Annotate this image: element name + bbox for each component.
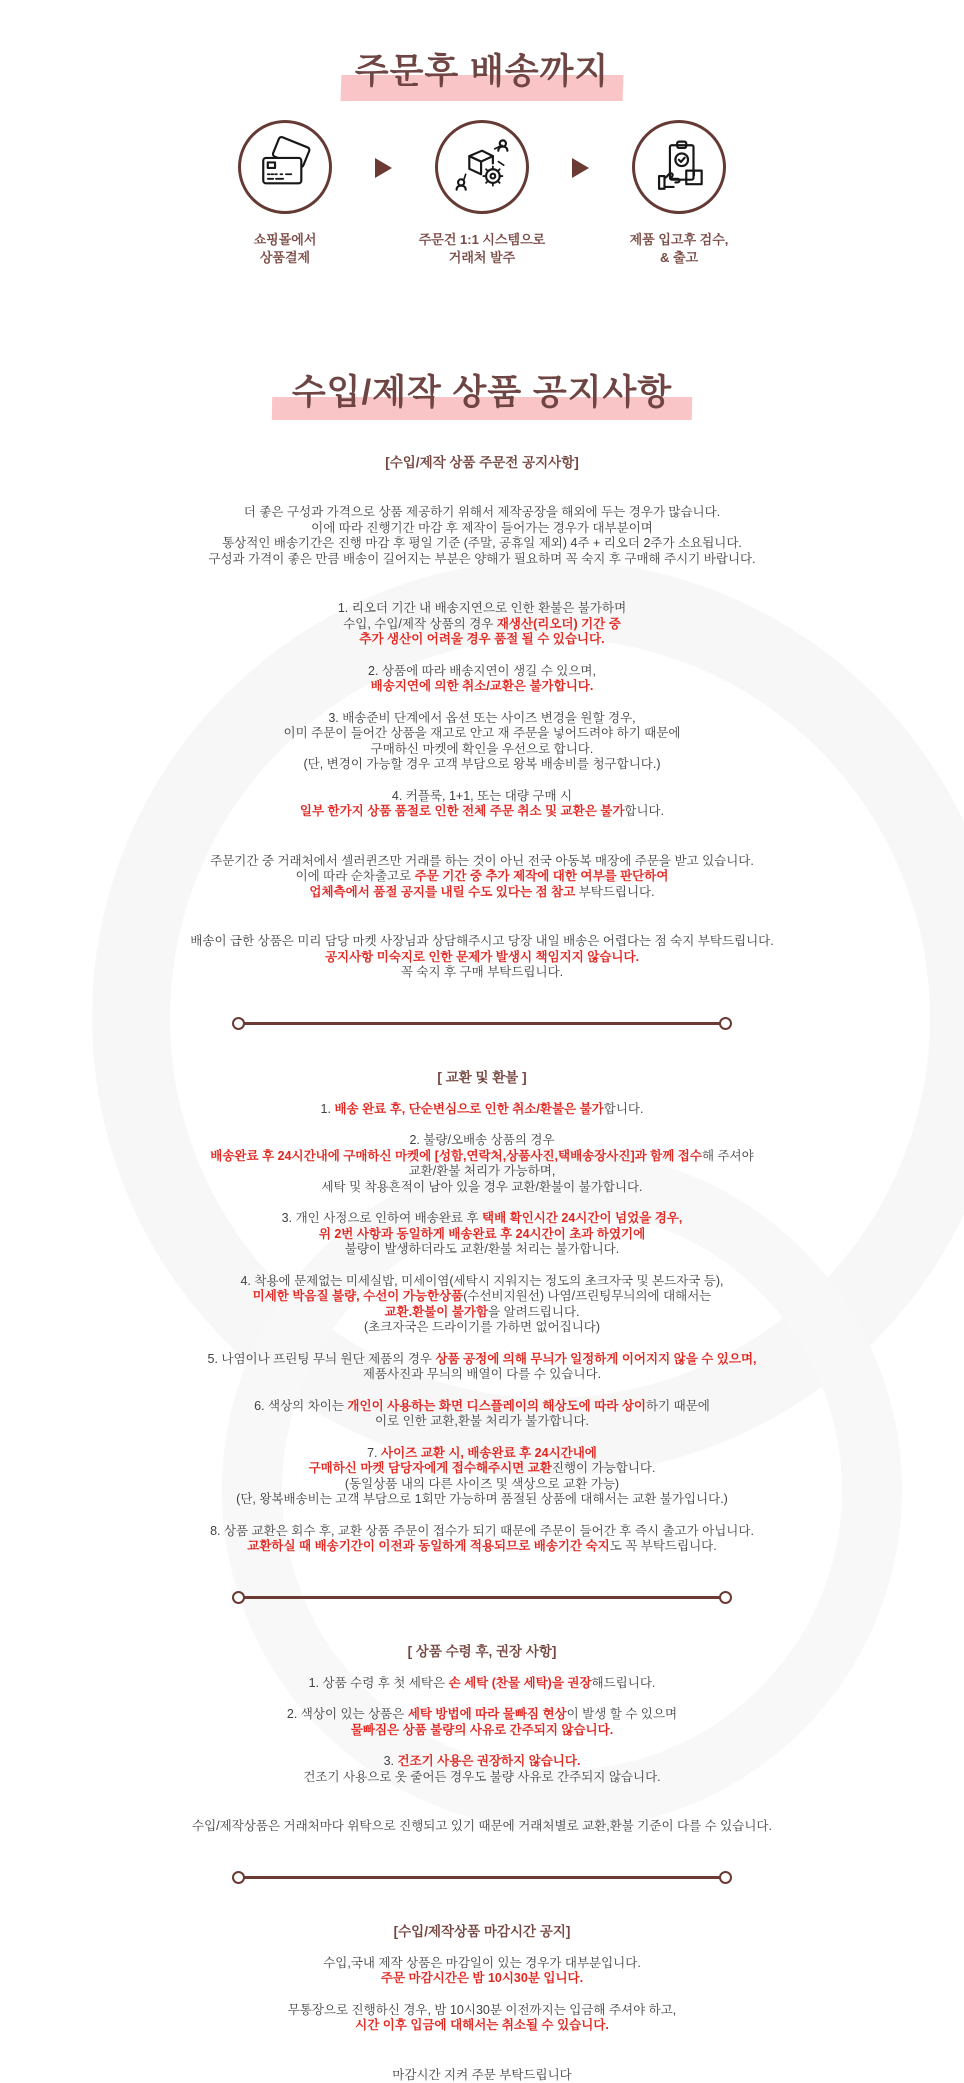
divider-line [244, 1022, 720, 1025]
notice-paragraph: 3. 배송준비 단계에서 옵션 또는 사이즈 변경을 원할 경우, 이미 주문이 들어간 상품을 재고로 안고 재 주문을 넣어드려야 하기 때문에 구매하신 마켓에 확인을 우선으로 합니다. (단, 변경이 가능할 경우 고객 부담으로 왕복 배송비를 청구합니다.) [283, 710, 681, 772]
exchange-refund-section [132, 1066, 832, 1555]
order-flow [132, 120, 832, 267]
notice-paragraph: 2. 불량/오배송 상품의 경우 배송완료 후 24시간내에 구매하신 마켓에 [성함,연락처,상품사진,택배송장사진]과 함께 접수해 주셔야 교환/환불 처리가 가능하며, 세탁 및 착용흔적이 남아 있을 경우 교환/환불이 불가합니다. [210, 1133, 754, 1194]
notice-paragraph: 8. 상품 교환은 회수 후, 교환 상품 주문이 접수가 되기 때문에 주문이 들어간 후 즉시 출고가 아닙니다. 교환하실 때 배송기간이 이전과 동일하게 적용되므로 배송기간 숙지도 꼭 부탁드립니다. [210, 1523, 754, 1554]
preorder-notice-section [132, 451, 832, 981]
deadline-notice-section [132, 1920, 832, 2083]
notice-paragraph: 수입,국내 제작 상품은 마감일이 있는 경우가 대부분입니다. 주문 마감시간은 밤 10시30분 입니다. [323, 1955, 641, 1986]
notice-paragraph: 주문기간 중 거래처에서 셀러퀸즈만 거래를 하는 것이 아닌 전국 아동복 매장에 주문을 받고 있습니다. 이에 따라 순차출고로 주문 기간 중 추가 제작에 대한 여부를 판단하여 업체측에서 품절 공지를 내릴 수도 있다는 점 참고 부탁드립니다. [210, 853, 754, 899]
exchange-refund-header: [ 교환 및 환불 ] [437, 1069, 527, 1085]
notice-paragraph: 6. 색상의 차이는 개인이 사용하는 화면 디스플레이의 해상도에 따라 상이하기 때문에 이로 인한 교환,환불 처리가 불가합니다. [254, 1398, 710, 1429]
preorder-notice-header: [수입/제작 상품 주문전 공지사항] [385, 455, 579, 471]
notice-paragraph: 수입/제작상품은 거래처마다 위탁으로 진행되고 있기 때문에 거래처별로 교환,환불 기준이 다를 수 있습니다. [192, 1819, 772, 1834]
inspection-shipping-icon [632, 120, 726, 214]
notice-paragraph: 4. 착용에 문제없는 미세실밥, 미세이염(세탁시 지워지는 정도의 초크자국 및 본드자국 등), 미세한 박음질 불량, 수선이 가능한상품(수선비지원선) 나염/프린팅무늬의에 대해서는 교환.환불이 불가함을 알려드립니다. (초크자국은 드라이기를 가하면 없어집니다) [240, 1273, 724, 1335]
flow-title [132, 0, 832, 94]
notice-paragraph: 배송이 급한 상품은 미리 담당 마켓 사장님과 상담해주시고 당장 내일 배송은 어렵다는 점 숙지 부탁드립니다. 공지사항 미숙지로 인한 문제가 발생시 책임지지 않습니다. 꼭 숙지 후 구매 부탁드립니다. [190, 934, 774, 980]
flow-step-label: 제품 입고후 검수, & 출고 [629, 232, 729, 266]
care-recommendation-header: [ 상품 수령 후, 권장 사항] [407, 1643, 557, 1659]
notice-paragraph: 2. 상품에 따라 배송지연이 생길 수 있으며, 배송지연에 의한 취소/교환은 불가합니다. [368, 663, 596, 694]
notice-paragraph: 4. 커플룩, 1+1, 또는 대량 구매 시 일부 한가지 상품 품절로 인한 전체 주문 취소 및 교환은 불가합니다. [299, 788, 665, 819]
divider-end-dot [719, 1591, 732, 1604]
section-divider [232, 1591, 732, 1604]
flow-step-order-system [392, 120, 572, 267]
flow-step-label: 쇼핑몰에서 상품결제 [253, 232, 317, 266]
divider-line [244, 1876, 720, 1879]
arrow-right-icon [572, 158, 589, 178]
divider-end-dot [719, 1871, 732, 1884]
deadline-notice-header: [수입/제작상품 마감시간 공지] [393, 1923, 571, 1939]
notice-title-text: 수입/제작 상품 공지사항 [292, 371, 672, 415]
preorder-paragraphs [132, 505, 832, 981]
notice-paragraph: 1. 리오더 기간 내 배송지연으로 인한 환불은 불가하며 수입, 수입/제작 상품의 경우 재생산(리오더) 기간 중 추가 생산이 어려울 경우 품절 될 수 있습니다. [337, 601, 627, 647]
product-notice-page [132, 0, 832, 2082]
credit-card-icon [238, 120, 332, 214]
notice-paragraph: 5. 나염이나 프린팅 무늬 원단 제품의 경우 상품 공정에 의해 무늬가 일정하게 이어지지 않을 수 있으며, 제품사진과 무늬의 배열이 다를 수 있습니다. [207, 1351, 757, 1382]
notice-paragraph: 1. 배송 완료 후, 단순변심으로 인한 취소/환불은 불가합니다. [320, 1101, 644, 1116]
notice-paragraph: 3. 개인 사정으로 인하여 배송완료 후 택배 확인시간 24시간이 넘었을 경우, 위 2번 사항과 동일하게 배송완료 후 24시간이 초과 하였기에 불량이 발생하더라도 교환/환불 처리는 불가합니다. [281, 1211, 683, 1257]
divider-line [244, 1596, 720, 1599]
notice-paragraph: 1. 상품 수령 후 첫 세탁은 손 세탁 (찬물 세탁)을 권장해드립니다. [308, 1675, 656, 1690]
notice-paragraph: 3. 건조기 사용은 권장하지 않습니다. 건조기 사용으로 옷 줄어든 경우도 불량 사유로 간주되지 않습니다. [303, 1754, 661, 1784]
divider-end-dot [719, 1017, 732, 1030]
flow-step-label: 주문건 1:1 시스템으로 거래처 발주 [418, 232, 546, 266]
arrow-right-icon [375, 158, 392, 178]
notice-paragraph: 7. 사이즈 교환 시, 배송완료 후 24시간내에 구매하신 마켓 담당자에게 접수해주시면 교환진행이 가능합니다. (동일상품 내의 다른 사이즈 및 색상으로 교환 가능) (단, 왕복배송비는 고객 부담으로 1회만 가능하며 품절된 상품에 대해서는 교환 불가입니다.) [236, 1445, 728, 1507]
deadline-paragraphs [132, 1956, 832, 2083]
exchange-paragraphs [132, 1102, 832, 1555]
flow-title-text: 주문후 배송까지 [355, 50, 609, 94]
flow-step-inspection [589, 120, 769, 267]
care-paragraphs [132, 1676, 832, 1835]
notice-paragraph: 마감시간 지켜 주문 부탁드립니다 [392, 2067, 572, 2082]
care-recommendation-section [132, 1640, 832, 1835]
flow-step-payment [195, 120, 375, 267]
notice-paragraph: 2. 색상이 있는 상품은 세탁 방법에 따라 물빠짐 현상이 발생 할 수 있으며 물빠짐은 상품 불량의 사유로 간주되지 않습니다. [286, 1707, 678, 1737]
section-divider [232, 1871, 732, 1884]
section-divider [232, 1017, 732, 1030]
order-system-icon [435, 120, 529, 214]
notice-paragraph: 무통장으로 진행하신 경우, 밤 10시30분 이전까지는 입금해 주셔야 하고, 시간 이후 입금에 대해서는 취소될 수 있습니다. [287, 2002, 677, 2033]
notice-title [132, 371, 832, 415]
notice-paragraph: 더 좋은 구성과 가격으로 상품 제공하기 위해서 제작공장을 해외에 두는 경우가 많습니다. 이에 따라 진행기간 마감 후 제작이 들어가는 경우가 대부분이며 통상적인 배송기간은 진행 마감 후 평일 기준 (주말, 공휴일 제외) 4주 + 리오더 2주가 소요됩니다. 구성과 가격이 좋은 만큼 배송이 길어지는 부분은 양해가 필요하며 꼭 숙지 후 구매해 주시기 바랍니다. [208, 505, 756, 566]
